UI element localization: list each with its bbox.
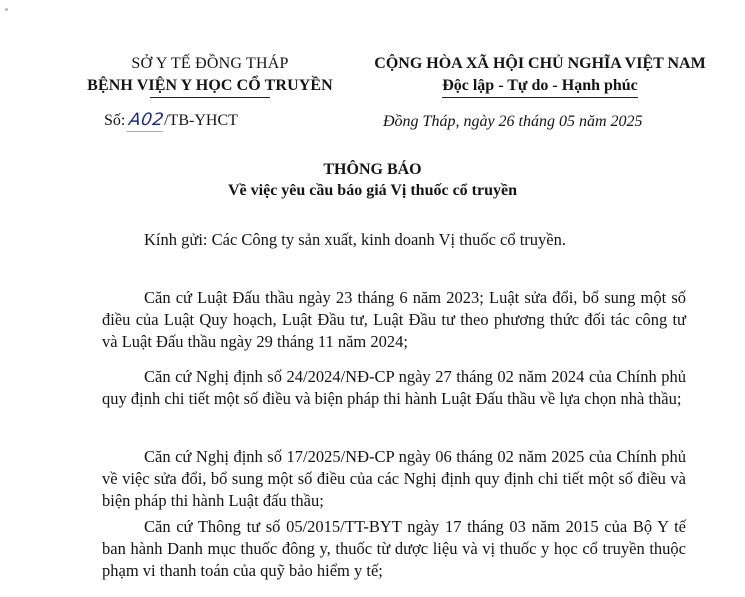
document-number-suffix: /TB-YHCT [164, 112, 238, 129]
hospital-underline [150, 97, 270, 98]
scan-speck [5, 8, 8, 11]
document-subtitle: Về việc yêu cầu báo giá Vị thuốc cổ truyền [227, 182, 517, 199]
handwritten-number: A02 [128, 110, 166, 130]
legal-basis-paragraph: Căn cứ Luật Đấu thầu ngày 23 tháng 6 năm 2023; Luật sửa đổi, bổ sung một số điều của Luật Quy hoạch, Luật Đầu tư, Luật Đầu tư theo phương thức đối tác công tư và Luật Đấu thầu ngày 29 tháng 11 năm 2024; [102, 288, 686, 351]
issuing-agency-block [60, 53, 360, 98]
recipient-line: Kính gửi: Các Công ty sản xuất, kinh doanh Vị thuốc cổ truyền. [144, 230, 566, 249]
motto-wrap [442, 75, 638, 98]
document-title: THÔNG BÁO [323, 161, 422, 178]
republic-name: CỘNG HÒA XÃ HỘI CHỦ NGHĨA VIỆT NAM [374, 55, 706, 72]
legal-basis-paragraph: Căn cứ Thông tư số 05/2015/TT-BYT ngày 17 tháng 03 năm 2015 của Bộ Y tế ban hành Danh mục thuốc đông y, thuốc từ dược liệu và vị thuốc y học cổ truyền thuộc phạm vi thanh toán của quỹ bảo hiểm y tế; [102, 517, 686, 580]
legal-basis-paragraph: Căn cứ Nghị định số 24/2024/NĐ-CP ngày 27 tháng 02 năm 2024 của Chính phủ quy định chi tiết một số điều và biện pháp thi hành Luật Đấu thầu về lựa chọn nhà thầu; [102, 367, 686, 408]
national-header-block [345, 53, 735, 98]
legal-basis-paragraph: Căn cứ Nghị định số 17/2025/NĐ-CP ngày 06 tháng 02 năm 2025 của Chính phủ về việc sửa đổi, bổ sung một số điều của các Nghị định quy định chi tiết một số điều và biện pháp thi hành Luật đấu thầu; [102, 447, 686, 510]
place-and-date: Đồng Tháp, ngày 26 tháng 05 năm 2025 [383, 113, 643, 130]
document-number-prefix: Số: [104, 112, 130, 129]
document-number [104, 109, 238, 132]
agency-name: SỞ Y TẾ ĐỒNG THÁP [131, 55, 289, 72]
national-motto: Độc lập - Tự do - Hạnh phúc [442, 77, 638, 94]
hospital-name: BỆNH VIỆN Y HỌC CỔ TRUYỀN [87, 77, 333, 94]
motto-underline [442, 97, 638, 98]
